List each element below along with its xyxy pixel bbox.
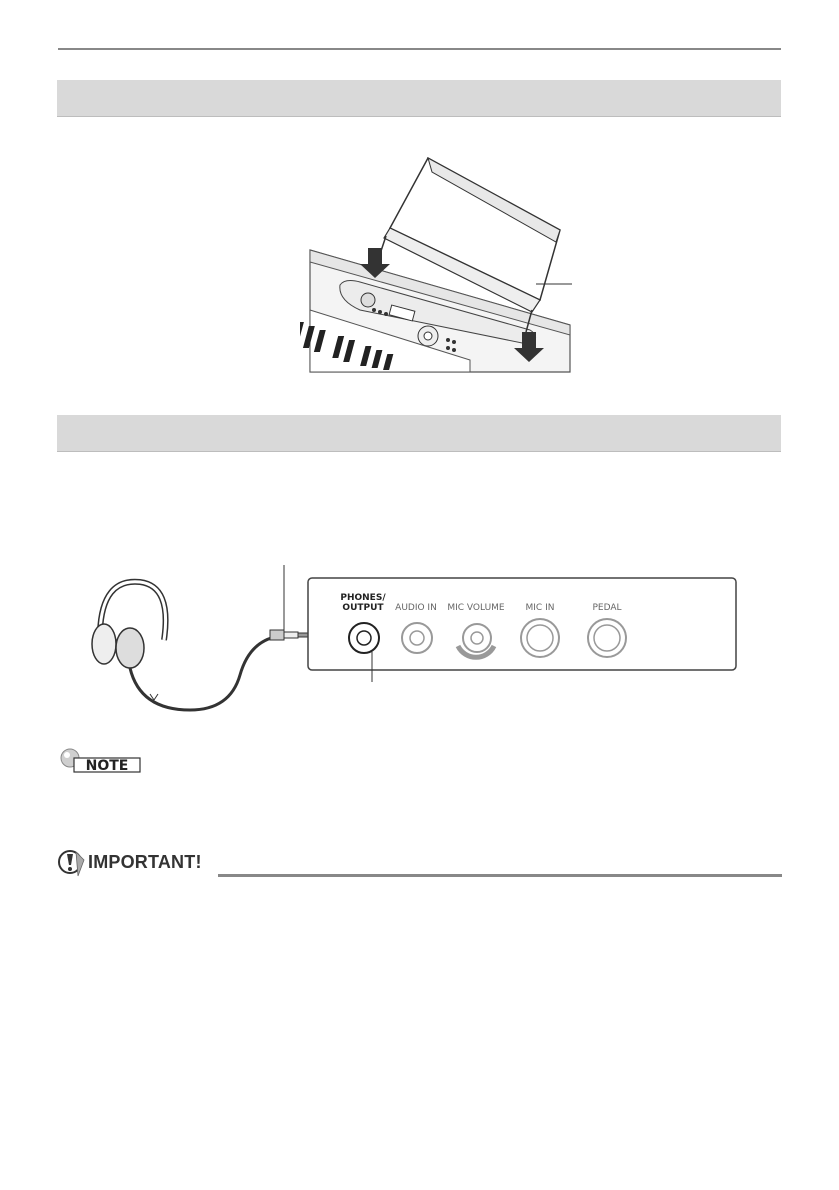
- mic-in-label: MIC IN: [525, 603, 555, 613]
- header-rule: [58, 48, 781, 50]
- section-header-bar-music-stand: [57, 80, 781, 117]
- headphones-connection-illustration: [80, 560, 745, 720]
- important-header: [58, 846, 782, 880]
- phones-output-label-line1: PHONES/: [340, 593, 386, 603]
- headphone-plug-icon: [270, 630, 308, 640]
- important-exclamation-icon: [58, 846, 86, 880]
- headphones-icon: [92, 582, 166, 668]
- phones-output-label-line2: OUTPUT: [342, 603, 384, 613]
- important-rule: [218, 874, 782, 877]
- audio-in-label: AUDIO IN: [395, 603, 437, 613]
- pedal-label: PEDAL: [592, 603, 622, 613]
- important-label: IMPORTANT!: [88, 852, 202, 872]
- music-stand-illustration: [300, 150, 590, 380]
- audio-in-jack: [402, 623, 432, 653]
- note-badge: [58, 746, 142, 774]
- mic-in-jack: [521, 619, 559, 657]
- mic-volume-label: MIC VOLUME: [447, 603, 505, 613]
- note-label: NOTE: [85, 758, 129, 774]
- headphone-cable: [130, 636, 280, 710]
- section-header-bar-headphones: [57, 415, 781, 452]
- phones-output-jack: [349, 623, 379, 653]
- pedal-jack: [588, 619, 626, 657]
